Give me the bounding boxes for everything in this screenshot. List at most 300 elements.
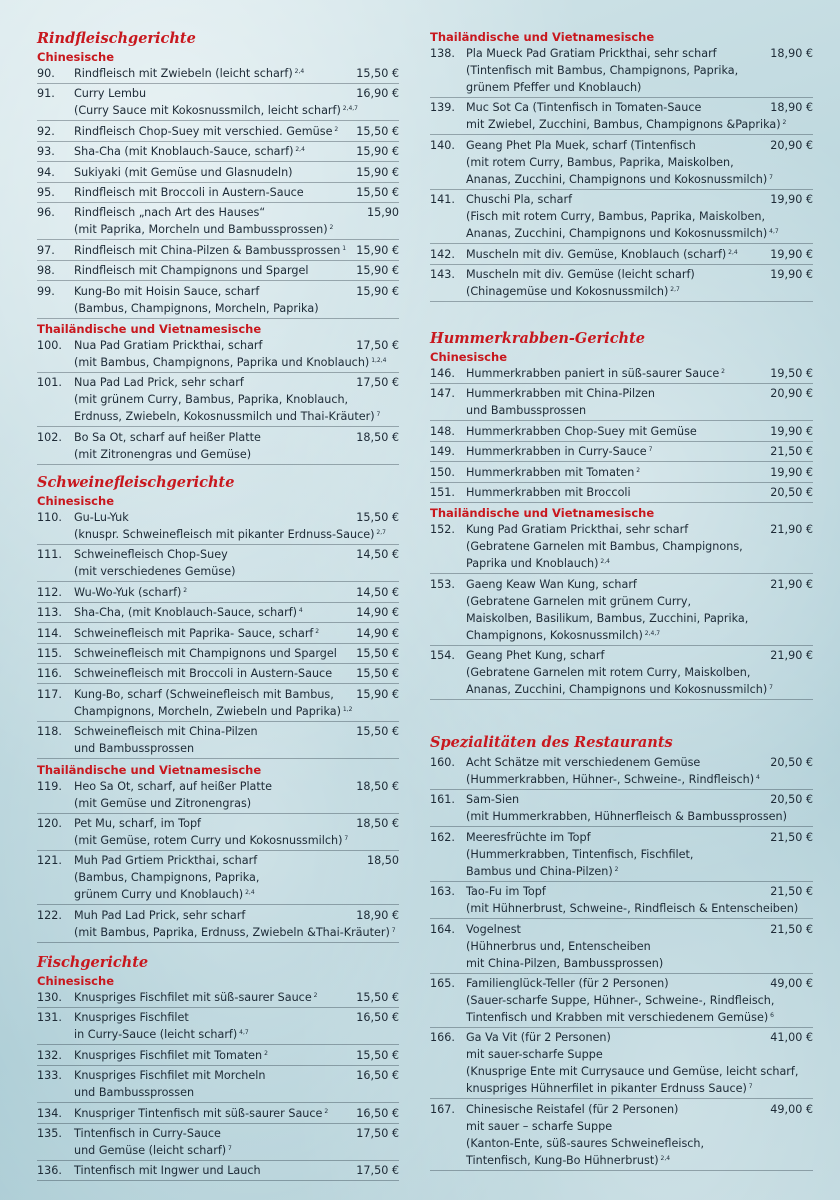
row-divider	[430, 699, 813, 700]
item-description	[74, 723, 258, 757]
item-description-line: mit China-Pilzen, Bambussprossen)	[466, 956, 664, 970]
item-description	[466, 464, 640, 481]
item-price: 16,50 €	[356, 1069, 399, 1083]
subsection-title: Chinesische	[37, 494, 114, 508]
allergen-footnote: 2	[327, 224, 334, 232]
row-divider	[430, 1170, 813, 1171]
item-number: 131.	[37, 1011, 62, 1025]
item-price: 19,90 €	[770, 193, 813, 207]
item-description-line: (mit Gemüse und Zitronengras)	[74, 796, 252, 810]
allergen-footnote: 2,4	[598, 558, 610, 566]
row-divider	[37, 1065, 399, 1066]
item-description-line: und Gemüse (leicht scharf) $^7$	[74, 1144, 232, 1157]
row-divider	[37, 602, 399, 603]
item-number: 150.	[430, 465, 455, 479]
row-divider	[430, 1027, 813, 1028]
row-divider	[430, 918, 813, 919]
item-description	[74, 815, 348, 849]
item-description	[74, 604, 303, 621]
item-description-line: Sukiyaki (mit Gemüse und Glasnudeln)	[74, 165, 293, 179]
row-divider	[430, 461, 813, 462]
item-description-line: (mit Hühnerbrust, Schweine-, Rindfleisch & Entenscheiben)	[466, 902, 799, 916]
item-number: 142.	[430, 247, 455, 261]
allergen-footnote: 1	[340, 244, 347, 252]
item-price: 41,00 €	[770, 1031, 813, 1045]
item-price: 21,50 €	[770, 445, 813, 459]
allergen-footnote: 2,4	[292, 68, 305, 75]
subsection-title: Thailändische und Vietnamesische	[430, 506, 655, 521]
item-number: 149.	[430, 445, 455, 459]
item-description	[74, 1162, 261, 1179]
item-description-line: (Chinagemüse und Kokosnussmilch) $^{2,7}$	[466, 285, 680, 298]
section-title: Fischgerichte	[37, 954, 149, 971]
item-price: 15,50 €	[356, 124, 399, 138]
item-description	[466, 137, 773, 188]
item-description-line: Gu-Lu-Yuk	[74, 511, 129, 524]
item-number: 93.	[37, 145, 55, 159]
item-description-line: Kung-Bo, scharf (Schweinefleisch mit Bambus,	[74, 687, 334, 701]
item-description-line: Chuschi Pla, scharf	[466, 193, 573, 207]
item-price: 18,50	[366, 854, 399, 868]
item-description	[466, 266, 695, 300]
item-number: 148.	[430, 424, 455, 438]
allergen-footnote: 2,4	[658, 1154, 671, 1162]
item-description-line: Schweinefleisch Chop-Suey	[74, 548, 228, 562]
item-description-line: Tintenfisch in Curry-Sauce	[74, 1127, 221, 1140]
item-description-line: Ananas, Zucchini, Champignons und Kokosnussmilch) $^{4,7}$	[466, 227, 779, 241]
item-description-line: Pla Mueck Pad Gratiam Prickthai, sehr scharf	[466, 47, 717, 60]
item-description	[74, 429, 261, 463]
item-number: 113.	[37, 606, 62, 620]
item-price: 18,90 €	[770, 47, 813, 60]
row-divider	[37, 1123, 399, 1124]
item-description-line: (mit rotem Curry, Bambus, Paprika, Maiskolben,	[466, 155, 734, 169]
row-divider	[37, 1044, 399, 1045]
item-description-line: Rindfleisch mit Broccoli in Austern-Sauce	[74, 186, 304, 199]
row-divider	[37, 372, 399, 373]
item-description	[74, 509, 386, 543]
item-description-line: (Kanton-Ente, süß-saures Schweinefleisch,	[466, 1136, 705, 1150]
item-description-line: grünem Curry und Knoblauch) $^{2,4}$	[74, 888, 255, 902]
item-description-line: Sha-Cha, (mit Knoblauch-Sauce, scharf) $^4$	[74, 606, 303, 620]
item-description-line: Schweinefleisch mit Paprika- Sauce, scharf $^2$	[74, 626, 320, 640]
section-title: Rindfleischgerichte	[37, 30, 196, 47]
item-price: 15,50 €	[356, 186, 399, 199]
item-number: 90.	[37, 67, 55, 80]
row-divider	[37, 202, 399, 203]
item-description-line: Muc Sot Ca (Tintenfisch in Tomaten-Sauce	[466, 101, 702, 115]
row-divider	[37, 942, 399, 943]
item-price: 15,50 €	[356, 67, 399, 80]
item-number: 101.	[37, 376, 62, 390]
item-description-line: Hummerkrabben mit Broccoli	[466, 486, 631, 499]
row-divider	[37, 1160, 399, 1161]
item-description	[74, 242, 346, 259]
row-divider	[37, 1007, 399, 1008]
item-description	[466, 443, 652, 460]
row-divider	[430, 502, 813, 503]
item-description-line: (Bambus, Champignons, Morcheln, Paprika)	[74, 301, 319, 315]
allergen-footnote: 2,4	[243, 889, 255, 897]
item-description-line: Bambus und China-Pilzen) $^2$	[466, 864, 619, 878]
item-price: 15,90 €	[356, 165, 399, 179]
item-description	[74, 1105, 328, 1122]
row-divider	[37, 544, 399, 545]
row-divider	[430, 383, 813, 384]
item-price: 16,90 €	[356, 87, 399, 101]
item-description	[74, 123, 338, 140]
row-divider	[37, 721, 399, 722]
item-description-line: Pet Mu, scharf, im Topf	[74, 817, 201, 830]
item-price: 20,50 €	[770, 793, 813, 807]
item-description-line: und Bambussprossen	[74, 742, 195, 756]
item-description-line: (Hummerkrabben, Tintenfisch, Fischfilet,	[466, 847, 694, 861]
item-description	[74, 204, 333, 238]
row-divider	[37, 239, 399, 240]
allergen-footnote: 2,4	[726, 248, 738, 256]
allergen-footnote: 7	[767, 173, 773, 181]
item-price: 15,90	[366, 206, 399, 220]
item-description-line: (Hühnerbrus und, Entenscheiben	[466, 939, 651, 953]
item-description-line: Muscheln mit div. Gemüse, Knoblauch (scharf) $^{2,4}$	[466, 247, 738, 261]
item-description-line: Heo Sa Ot, scharf, auf heißer Platte	[74, 779, 273, 793]
item-number: 110.	[37, 511, 62, 524]
item-description	[466, 191, 779, 242]
item-description-line: (mit Gemüse, rotem Curry und Kokosnussmilch) $^7$	[74, 834, 349, 847]
item-description-line: Nua Pad Lad Prick, sehr scharf	[74, 376, 244, 390]
item-description-line: Schweinefleisch mit Broccoli in Austern-Sauce	[74, 667, 333, 681]
item-price: 15,50 €	[356, 1048, 399, 1062]
item-price: 15,50 €	[356, 511, 399, 524]
allergen-footnote: 4,7	[237, 1029, 249, 1037]
item-price: 19,50 €	[770, 367, 813, 380]
item-description-line: Hummerkrabben mit Tomaten $^2$	[466, 465, 641, 479]
item-description-line: Muh Pad Lad Prick, sehr scharf	[74, 908, 246, 922]
item-price: 18,50 €	[356, 817, 399, 830]
item-description	[74, 1009, 249, 1043]
item-description-line: Rindfleisch mit Champignons und Spargel	[74, 264, 309, 278]
item-number: 114.	[37, 626, 62, 640]
item-description-line: Muscheln mit div. Gemüse (leicht scharf)	[466, 268, 695, 281]
item-description-line: Nua Pad Gratiam Prickthai, scharf	[74, 339, 263, 352]
row-divider	[37, 758, 399, 759]
allergen-footnote: 2	[634, 466, 641, 474]
item-price: 18,50 €	[356, 779, 399, 793]
item-description-line: Rindfleisch Chop-Suey mit verschied. Gemüse $^2$	[74, 124, 339, 138]
item-description-line: Ananas, Zucchini, Champignons und Kokosnussmilch) $^7$	[466, 683, 773, 697]
item-description-line: (mit Bambus, Paprika, Erdnuss, Zwiebeln &Thai-Kräuter) $^7$	[74, 925, 396, 939]
item-price: 18,50 €	[356, 430, 399, 444]
item-price: 15,90 €	[356, 264, 399, 278]
allergen-footnote: 2	[313, 627, 320, 635]
allergen-footnote: 2	[311, 992, 318, 999]
item-price: 20,90 €	[770, 138, 813, 152]
item-number: 96.	[37, 206, 55, 220]
item-number: 117.	[37, 687, 62, 701]
item-description-line: Knuspriges Fischfilet mit Morcheln	[74, 1069, 266, 1083]
item-number: 139.	[430, 101, 455, 115]
item-description	[74, 65, 304, 82]
item-description	[466, 99, 786, 133]
item-description-line: Rindfleisch mit Zwiebeln (leicht scharf) $^{2,4}$	[74, 67, 305, 80]
item-description	[466, 883, 798, 917]
item-description	[74, 1047, 268, 1064]
item-number: 143.	[430, 268, 455, 281]
item-number: 99.	[37, 284, 55, 298]
item-description-line: Bo Sa Ot, scharf auf heißer Platte	[74, 430, 261, 444]
item-description-line: Acht Schätze mit verschiedenem Gemüse	[466, 756, 701, 769]
item-description-line: Knuspriges Fischfilet mit süß-saurer Sauce $^2$	[74, 991, 318, 1004]
item-number: 98.	[37, 264, 55, 278]
item-description-line: Geang Phet Pla Muek, scharf (Tintenfisch	[466, 138, 696, 152]
item-number: 121.	[37, 854, 62, 868]
item-description-line: Erdnuss, Zwiebeln, Kokosnussmilch und Thai-Kräuter) $^7$	[74, 410, 381, 424]
item-price: 20,90 €	[770, 387, 813, 401]
row-divider	[37, 904, 399, 905]
item-price: 17,50 €	[356, 376, 399, 390]
item-description	[466, 791, 787, 825]
item-description-line: Wu-Wo-Yuk (scharf) $^2$	[74, 585, 188, 599]
row-divider	[37, 622, 399, 623]
item-number: 91.	[37, 87, 55, 101]
item-description	[466, 975, 774, 1026]
item-description-line: Sam-Sien	[466, 793, 520, 807]
item-number: 95.	[37, 186, 55, 199]
item-number: 146.	[430, 367, 455, 380]
item-number: 115.	[37, 647, 62, 660]
item-description-line: und Bambussprossen	[466, 404, 587, 418]
item-price: 21,90 €	[770, 577, 813, 591]
allergen-footnote: 6	[768, 1012, 774, 1019]
row-divider	[37, 426, 399, 427]
item-price: 19,90 €	[770, 465, 813, 479]
item-number: 118.	[37, 725, 62, 739]
allergen-footnote: 2	[181, 586, 188, 594]
subsection-title: Thailändische und Vietnamesische	[37, 322, 262, 336]
row-divider	[430, 243, 813, 244]
row-divider	[430, 97, 813, 98]
row-divider	[430, 645, 813, 646]
item-description-line: Hummerkrabben paniert in süß-saurer Sauce $^2$	[466, 367, 725, 380]
item-description-line: Maiskolben, Basilikum, Bambus, Zucchini, Paprika,	[466, 611, 749, 625]
item-price: 15,50 €	[356, 667, 399, 681]
item-description-line: (Fisch mit rotem Curry, Bambus, Paprika, Maiskolben,	[466, 210, 766, 224]
allergen-footnote: 7	[342, 835, 349, 842]
allergen-footnote: 7	[746, 1083, 753, 1091]
item-number: 135.	[37, 1127, 62, 1140]
row-divider	[37, 813, 399, 814]
item-number: 138.	[430, 47, 455, 60]
item-description-line: Kung-Bo mit Hoisin Sauce, scharf	[74, 284, 260, 298]
allergen-footnote: 1,2,4	[369, 357, 387, 364]
item-description	[74, 852, 259, 903]
item-description-line: (Curry Sauce mit Kokosnussmilch, leicht scharf) $^{2,4,7}$	[74, 104, 359, 118]
item-price: 17,50 €	[356, 1127, 399, 1140]
row-divider	[430, 789, 813, 790]
row-divider	[37, 1102, 399, 1103]
item-description-line: Meeresfrüchte im Topf	[466, 830, 591, 844]
item-price: 19,90 €	[770, 424, 813, 438]
item-description-line: Familienglück-Teller (für 2 Personen)	[466, 977, 669, 990]
item-price: 21,50 €	[770, 830, 813, 844]
item-number: 164.	[430, 922, 455, 936]
row-divider	[430, 573, 813, 574]
item-description	[74, 374, 380, 425]
section-title: Hummerkrabben-Gerichte	[430, 330, 645, 347]
section-title: Schweinefleischgerichte	[37, 474, 235, 491]
item-number: 119.	[37, 779, 62, 793]
item-description	[74, 645, 337, 662]
item-description-line: mit Zwiebel, Zucchini, Bambus, Champignons &Paprika) $^2$	[466, 118, 787, 132]
item-number: 133.	[37, 1069, 62, 1083]
item-number: 136.	[37, 1164, 62, 1178]
row-divider	[37, 464, 399, 465]
item-description-line: (Sauer-scharfe Suppe, Hühner-, Schweine-, Rindfleisch,	[466, 994, 775, 1007]
item-description	[74, 778, 272, 812]
item-number: 130.	[37, 991, 62, 1004]
item-description-line: Champignons, Morcheln, Zwiebeln und Paprika) $^{1,2}$	[74, 704, 353, 718]
row-divider	[37, 663, 399, 664]
item-description-line: Sha-Cha (mit Knoblauch-Sauce, scharf) $^{2,4}$	[74, 145, 305, 159]
item-description-line: (Gebratene Garnelen mit grünem Curry,	[466, 594, 692, 608]
item-number: 92.	[37, 124, 55, 138]
row-divider	[430, 134, 813, 135]
item-description	[74, 184, 304, 201]
row-divider	[37, 1180, 399, 1181]
item-description	[466, 754, 760, 788]
item-price: 21,90 €	[770, 649, 813, 663]
item-description-line: Tao-Fu im Topf	[466, 885, 546, 899]
item-description-line: Hummerkrabben in Curry-Sauce $^7$	[466, 445, 653, 459]
item-description-line: (Knusprige Ente mit Currysauce und Gemüse, leicht scharf,	[466, 1065, 799, 1079]
item-description	[74, 143, 305, 160]
item-number: 167.	[430, 1102, 455, 1116]
subsection-title: Thailändische und Vietnamesische	[430, 30, 655, 44]
item-price: 17,50 €	[356, 1164, 399, 1178]
item-price: 21,50 €	[770, 885, 813, 899]
item-description	[466, 365, 725, 382]
item-number: 152.	[430, 523, 455, 537]
item-description-line: Rindfleisch mit China-Pilzen & Bambussprossen $^1$	[74, 243, 347, 257]
item-price: 49,00 €	[770, 1102, 813, 1116]
item-price: 16,50 €	[356, 1011, 399, 1025]
allergen-footnote: 2	[612, 865, 619, 873]
row-divider	[430, 973, 813, 974]
item-number: 102.	[37, 430, 62, 444]
item-description	[74, 1125, 232, 1159]
item-number: 132.	[37, 1048, 62, 1062]
item-description	[74, 85, 358, 119]
item-description	[466, 45, 738, 96]
item-price: 21,50 €	[770, 922, 813, 936]
allergen-footnote: 7	[374, 411, 381, 419]
row-divider	[37, 161, 399, 162]
item-description	[74, 584, 187, 601]
allergen-footnote: 4	[297, 607, 303, 615]
item-number: 120.	[37, 817, 62, 830]
row-divider	[430, 826, 813, 827]
allergen-footnote: 7	[767, 684, 773, 692]
item-description-line: Tintenfisch und Krabben mit verschiedenem Gemüse) $^6$	[466, 1011, 774, 1024]
row-divider	[37, 581, 399, 582]
item-price: 15,90 €	[356, 243, 399, 257]
item-price: 20,50 €	[770, 756, 813, 769]
item-description-line: grünem Pfeffer und Knoblauch)	[466, 81, 642, 94]
subsection-title: Thailändische und Vietnamesische	[37, 762, 262, 777]
item-price: 21,90 €	[770, 523, 813, 537]
row-divider	[37, 141, 399, 142]
row-divider	[430, 420, 813, 421]
item-description	[466, 521, 743, 572]
item-description-line: Tintenfisch mit Ingwer und Lauch	[74, 1164, 261, 1178]
item-description-line: (mit grünem Curry, Bambus, Paprika, Knoblauch,	[74, 393, 349, 407]
item-description-line: Knuspriges Fischfilet mit Tomaten $^2$	[74, 1048, 268, 1062]
item-description	[74, 907, 396, 941]
item-price: 17,50 €	[356, 339, 399, 352]
item-description	[466, 921, 663, 972]
item-description	[466, 484, 631, 501]
item-number: 151.	[430, 486, 455, 499]
row-divider	[37, 643, 399, 644]
allergen-footnote: 4	[754, 774, 760, 781]
item-description	[74, 337, 386, 371]
allergen-footnote: 1,2	[341, 705, 353, 713]
item-description	[74, 1067, 265, 1101]
item-description-line: und Bambussprossen	[74, 1086, 195, 1100]
row-divider	[37, 83, 399, 84]
allergen-footnote: 2,7	[374, 529, 386, 536]
item-description-line: (mit Hummerkrabben, Hühnerfleisch & Bambussprossen)	[466, 810, 788, 824]
item-price: 15,90 €	[356, 145, 399, 159]
item-description	[74, 625, 319, 642]
item-description-line: Ananas, Zucchini, Champignons und Kokosnussmilch) $^7$	[466, 172, 773, 186]
item-description	[466, 647, 773, 698]
item-description-line: (mit Paprika, Morcheln und Bambussprossen) $^2$	[74, 223, 334, 237]
item-number: 162.	[430, 830, 455, 844]
allergen-footnote: 2,7	[668, 286, 680, 293]
item-description	[466, 1029, 798, 1097]
allergen-footnote: 2	[262, 1049, 268, 1057]
item-description-line: (Hummerkrabben, Hühner-, Schweine-, Rindfleisch) $^4$	[466, 773, 760, 786]
subsection-title: Chinesische	[37, 50, 114, 64]
item-description-line: Tintenfisch, Kung-Bo Hühnerbrust) $^{2,4}$	[466, 1153, 671, 1167]
item-number: 116.	[37, 667, 62, 681]
item-price: 14,50 €	[356, 585, 399, 599]
item-number: 112.	[37, 585, 62, 599]
allergen-footnote: 2	[332, 125, 339, 133]
item-number: 94.	[37, 165, 55, 179]
item-description-line: Schweinefleisch mit Champignons und Spargel	[74, 647, 337, 660]
allergen-footnote: 2	[719, 368, 725, 375]
item-description	[74, 686, 352, 720]
item-description	[466, 829, 693, 880]
item-description	[74, 546, 235, 580]
item-price: 14,50 €	[356, 548, 399, 562]
item-price: 15,90 €	[356, 687, 399, 701]
item-description-line: (Gebratene Garnelen mit rotem Curry, Maiskolben,	[466, 666, 751, 680]
item-description	[74, 665, 332, 682]
item-description-line: Vogelnest	[466, 922, 521, 936]
item-price: 18,90 €	[356, 908, 399, 922]
item-description-line: (mit verschiedenes Gemüse)	[74, 565, 236, 579]
row-divider	[37, 280, 399, 281]
allergen-footnote: 2,4,7	[340, 105, 359, 113]
item-description-line: Gaeng Keaw Wan Kung, scharf	[466, 577, 637, 591]
item-description-line: Knuspriger Tintenfisch mit süß-saurer Sauce $^2$	[74, 1106, 329, 1120]
item-number: 141.	[430, 193, 455, 207]
allergen-footnote: 2	[322, 1107, 329, 1115]
item-number: 166.	[430, 1031, 455, 1045]
